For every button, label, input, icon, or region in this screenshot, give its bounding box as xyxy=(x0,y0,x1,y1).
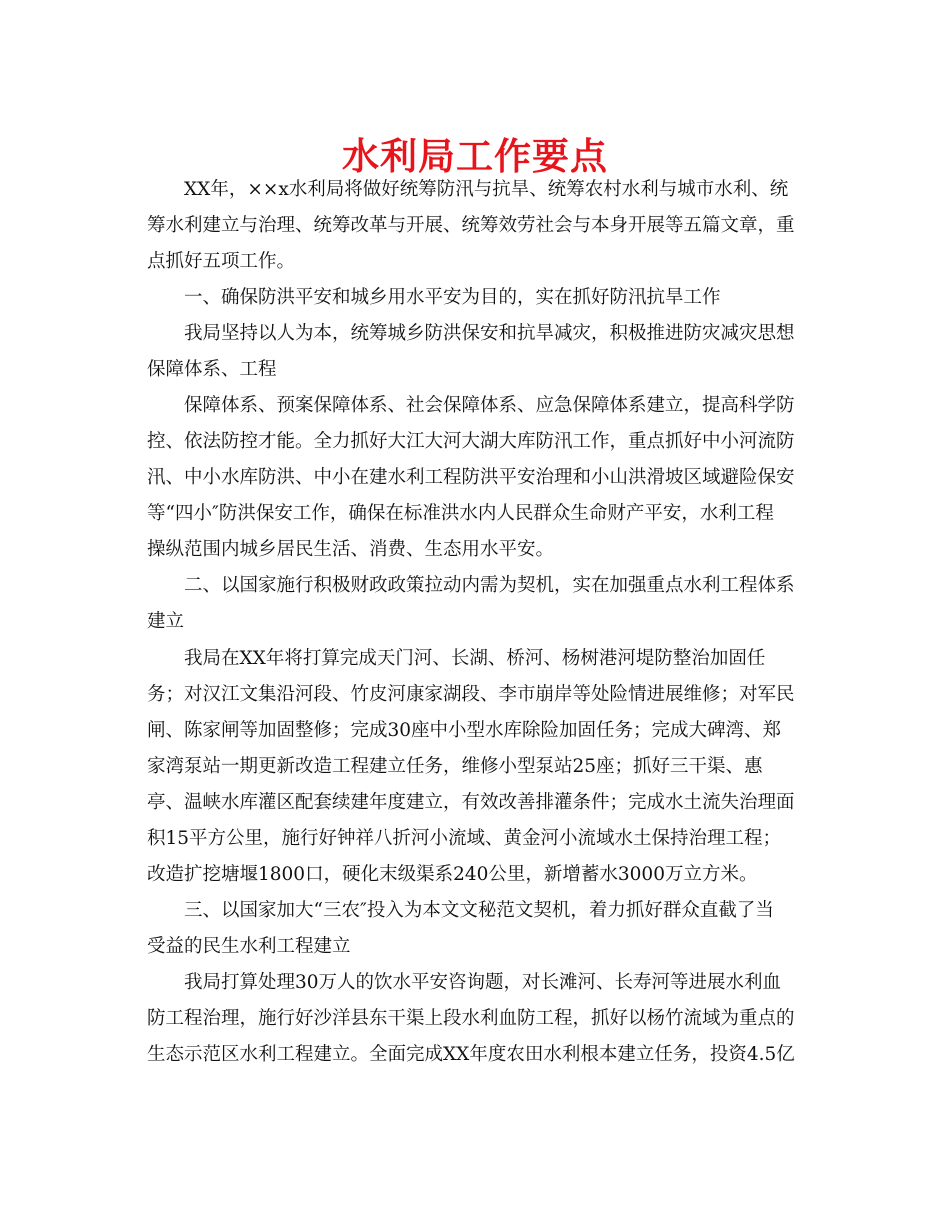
paragraph-line: 操纵范围内城乡居民生活、消费、生态用水平安。 xyxy=(147,539,555,560)
paragraph-line: 汛、中小水库防洪、中小在建水利工程防洪平安治理和小山洪滑坡区域避险保安 xyxy=(147,467,795,488)
paragraph-line: 防工程治理，施行好沙洋县东干渠上段水利血防工程，抓好以杨竹流域为重点的 xyxy=(147,1008,795,1029)
paragraph-line: 我局坚持以人为本，统筹城乡防洪保安和抗旱减灾，积极推进防灾减灾思想 xyxy=(184,323,795,344)
section-heading: 三、以国家加大“三农″投入为本文文秘范文契机，着力抓好群众直截了当 xyxy=(184,900,774,921)
section-heading: 二、以国家施行积极财政政策拉动内需为契机，实在加强重点水利工程体系 xyxy=(184,575,795,596)
paragraph-line: 我局打算处理30万人的饮水平安咨询题，对长滩河、长寿河等进展水利血 xyxy=(184,972,782,993)
paragraph-line: 筹水利建立与治理、统筹改革与开展、统筹效劳社会与本身开展等五篇文章，重 xyxy=(147,215,795,236)
paragraph-line: 我局在XX年将打算完成天门河、长湖、桥河、杨树港河堤防整治加固任 xyxy=(184,648,766,669)
paragraph-line: 保障体系、工程 xyxy=(147,359,277,380)
paragraph-line: 改造扩挖塘堰1800口，硬化末级渠系240公里，新增蓄水3000万立方米。 xyxy=(147,864,758,885)
document-title: 水利局工作要点 xyxy=(342,135,608,178)
paragraph-line: XX年，××x水利局将做好统筹防汛与抗旱、统筹农村水利与城市水利、统 xyxy=(184,179,789,200)
paragraph-line: 等“四小″防洪保安工作，确保在标准洪水内人民群众生命财产平安，水利工程 xyxy=(147,503,774,524)
paragraph-line: 积15平方公里，施行好钟祥八折河小流域、黄金河小流域水土保持治理工程； xyxy=(147,828,782,849)
section-heading: 一、确保防洪平安和城乡用水平安为目的，实在抓好防汛抗旱工作 xyxy=(184,287,721,308)
paragraph-line: 家湾泵站一期更新改造工程建立任务，维修小型泵站25座；抓好三干渠、惠 xyxy=(147,756,763,777)
paragraph-line: 闸、陈家闸等加固整修；完成30座中小型水库除险加固任务；完成大碑湾、郑 xyxy=(147,720,782,741)
paragraph-line: 控、依法防控才能。全力抓好大江大河大湖大库防汛工作，重点抓好中小河流防 xyxy=(147,431,795,452)
paragraph-line: 务；对汉江文集沿河段、竹皮河康家湖段、李市崩岸等处险情进展维修；对军民 xyxy=(147,684,795,705)
paragraph-line: 生态示范区水利工程建立。全面完成XX年度农田水利根本建立任务，投资4.5亿 xyxy=(147,1044,795,1065)
paragraph-line: 点抓好五项工作。 xyxy=(147,251,296,272)
section-heading: 受益的民生水利工程建立 xyxy=(147,936,351,957)
paragraph-line: 保障体系、预案保障体系、社会保障体系、应急保障体系建立，提高科学防 xyxy=(184,395,795,416)
paragraph-line: 亭、温峡水库灌区配套续建年度建立，有效改善排灌条件；完成水土流失治理面 xyxy=(147,792,795,813)
section-heading: 建立 xyxy=(147,611,185,632)
